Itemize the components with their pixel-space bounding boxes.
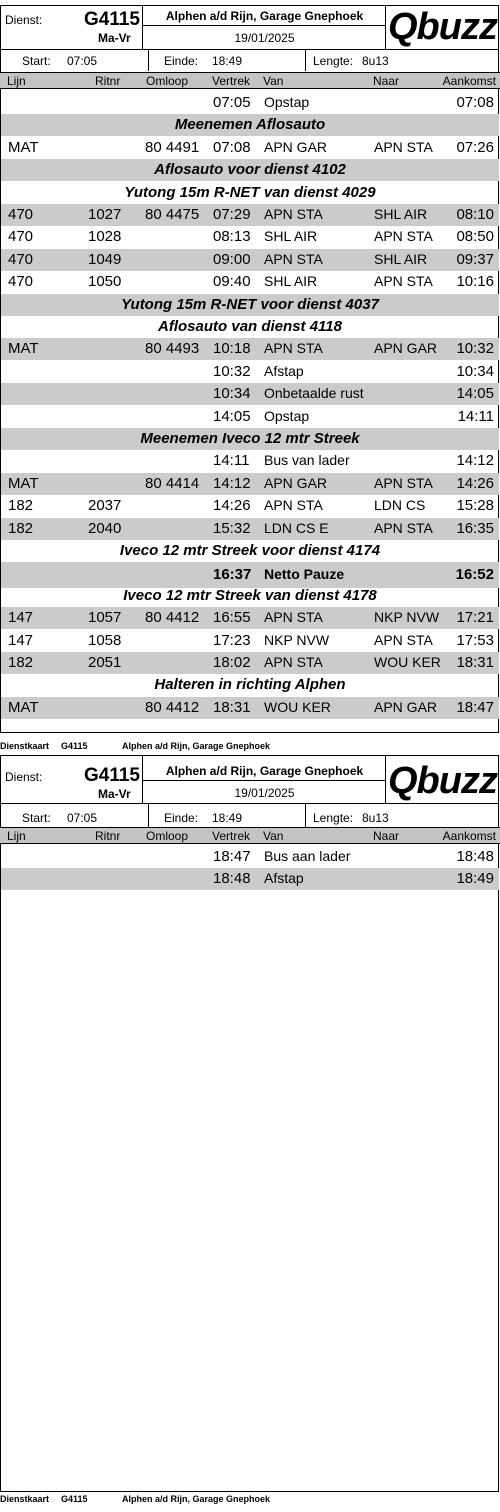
- cell-naar: LDN CS: [374, 497, 426, 514]
- cell-aankomst: 14:05: [456, 385, 494, 403]
- cell-ritnr: 1058: [88, 631, 122, 649]
- qbuzz-logo: Qbuzz: [388, 6, 497, 48]
- cell-lijn: MAT: [8, 698, 39, 716]
- cell-aankomst: 10:34: [456, 362, 494, 380]
- col-naar: Naar: [373, 829, 400, 843]
- section-title: Aflosauto van dienst 4118: [158, 318, 342, 335]
- cell-naar: APN STA: [374, 228, 433, 245]
- table-row: [1, 518, 499, 540]
- cell-van: Bus van lader: [264, 452, 350, 469]
- cell-van: APN STA: [264, 497, 323, 514]
- location-name: Alphen a/d Rijn, Garage Gnephoek: [165, 764, 364, 778]
- cell-vertrek: 14:26: [213, 497, 251, 515]
- col-omloop: Omloop: [146, 829, 189, 843]
- cell-naar: APN STA: [374, 273, 433, 290]
- cell-van: Opstap: [264, 94, 310, 110]
- footer-code: G4115: [61, 1494, 88, 1504]
- section-title: Meenemen Aflosauto: [174, 116, 326, 134]
- cell-aankomst: 18:49: [456, 870, 494, 888]
- cell-vertrek: 10:32: [213, 362, 251, 380]
- table-row: [1, 137, 499, 159]
- cell-ritnr: 1049: [88, 250, 122, 268]
- col-omloop: Omloop: [146, 74, 189, 88]
- cell-vertrek: 09:00: [213, 250, 251, 268]
- service-date: 19/01/2025: [234, 31, 295, 45]
- location-name: Alphen a/d Rijn, Garage Gnephoek: [165, 9, 364, 23]
- cell-omloop: 80 4491: [145, 138, 200, 156]
- cell-lijn: 147: [8, 609, 34, 627]
- col-van: Van: [263, 74, 284, 88]
- cell-naar: WOU KER: [374, 654, 441, 670]
- cell-aankomst: 10:16: [456, 273, 494, 291]
- table-row: [1, 249, 499, 271]
- cell-aankomst: 09:37: [456, 250, 494, 268]
- table-row: [1, 495, 499, 517]
- cell-vertrek: 10:34: [213, 385, 251, 403]
- table-row: [1, 697, 499, 719]
- col-lijn: Lijn: [7, 74, 26, 88]
- cell-vertrek: 16:37: [213, 566, 252, 584]
- cell-van: Opstap: [264, 407, 310, 424]
- cell-van: APN GAR: [264, 138, 328, 155]
- section-banner: [1, 316, 499, 338]
- table-row: [1, 450, 499, 472]
- table-row: [1, 846, 499, 868]
- footer-label: Dienstkaart: [0, 741, 50, 751]
- col-vertrek: Vertrek: [212, 74, 251, 88]
- dienstkaart-page-1: [0, 0, 500, 752]
- einde-time: 18:49: [212, 811, 243, 825]
- cell-van: APN GAR: [264, 474, 328, 491]
- start-time: 07:05: [67, 54, 98, 68]
- cell-naar: SHL AIR: [374, 250, 428, 267]
- cell-aankomst: 18:47: [456, 698, 494, 716]
- cell-van: Bus aan lader: [264, 848, 351, 864]
- footer-label: Dienstkaart: [0, 1494, 50, 1504]
- col-ritnr: Ritnr: [95, 829, 121, 843]
- dienst-code: G4115: [84, 765, 140, 786]
- section-title: Aflosauto voor dienst 4102: [154, 161, 346, 179]
- cell-van: SHL AIR: [264, 228, 318, 245]
- cell-aankomst: 14:11: [457, 407, 494, 425]
- cell-omloop: 80 4412: [145, 698, 200, 716]
- table-row: [1, 226, 499, 248]
- cell-van: APN STA: [264, 609, 323, 626]
- section-banner: [1, 114, 499, 136]
- cell-aankomst: 17:53: [456, 631, 494, 649]
- cell-van: Netto Pauze: [264, 566, 345, 583]
- section-banner: [1, 159, 499, 181]
- cell-vertrek: 15:32: [213, 519, 251, 537]
- cell-vertrek: 07:05: [213, 94, 251, 111]
- cell-van: APN STA: [264, 206, 323, 222]
- cell-aankomst: 08:10: [456, 206, 494, 223]
- cell-ritnr: 2040: [88, 519, 122, 537]
- einde-time: 18:49: [212, 54, 243, 68]
- cell-lijn: 470: [8, 250, 34, 268]
- cell-vertrek: 07:08: [213, 138, 251, 156]
- cell-omloop: 80 4414: [145, 474, 200, 492]
- cell-naar: APN STA: [374, 631, 433, 648]
- lengte-label: Lengte:: [313, 811, 354, 825]
- cell-van: SHL AIR: [264, 273, 318, 290]
- table-row: [1, 204, 499, 226]
- cell-vertrek: 07:29: [213, 206, 251, 223]
- table-row: [1, 338, 499, 360]
- lengte-label: Lengte:: [313, 54, 354, 68]
- section-title: Halteren in richting Alphen: [154, 676, 346, 694]
- cell-vertrek: 14:11: [213, 452, 250, 470]
- start-time: 07:05: [67, 811, 98, 825]
- table-row: [1, 473, 499, 495]
- table-row: [1, 271, 499, 293]
- table-row: [1, 868, 499, 890]
- service-date: 19/01/2025: [234, 786, 295, 800]
- cell-omloop: 80 4493: [145, 340, 200, 358]
- col-ritnr: Ritnr: [95, 74, 121, 88]
- cell-vertrek: 16:55: [213, 609, 251, 627]
- table-row: [1, 92, 499, 114]
- schedule-table-1: [0, 0, 500, 740]
- cell-omloop: 80 4475: [145, 206, 200, 223]
- dienst-days: Ma-Vr: [98, 31, 131, 45]
- cell-lijn: 470: [8, 273, 34, 291]
- cell-van: WOU KER: [264, 698, 331, 715]
- section-title: Iveco 12 mtr Streek van dienst 4178: [123, 586, 377, 604]
- page-footer-1: [0, 741, 500, 753]
- start-label: Start:: [22, 54, 51, 68]
- cell-vertrek: 14:05: [213, 407, 251, 425]
- cell-ritnr: 2037: [88, 497, 122, 515]
- dienst-code: G4115: [84, 9, 140, 30]
- cell-vertrek: 18:02: [213, 654, 251, 671]
- cell-aankomst: 08:50: [456, 228, 494, 246]
- cell-vertrek: 14:12: [213, 474, 251, 492]
- cell-van: APN STA: [264, 654, 323, 670]
- cell-naar: APN GAR: [374, 698, 438, 715]
- section-banner: [1, 674, 499, 696]
- cell-omloop: 80 4412: [145, 609, 200, 627]
- cell-van: APN STA: [264, 340, 323, 357]
- table-row: [1, 630, 499, 652]
- cell-naar: NKP NVW: [374, 609, 440, 626]
- table-row: [1, 383, 499, 405]
- cell-vertrek: 18:47: [213, 848, 251, 865]
- table-row: [1, 652, 499, 674]
- cell-van: APN STA: [264, 250, 323, 267]
- cell-ritnr: 1057: [88, 609, 122, 627]
- cell-van: LDN CS E: [264, 519, 329, 536]
- section-banner: [1, 428, 499, 450]
- cell-vertrek: 18:31: [213, 698, 251, 716]
- section-banner: [1, 182, 499, 204]
- cell-van: Afstap: [264, 870, 304, 887]
- cell-van: Afstap: [264, 362, 304, 379]
- footer-location: Alphen a/d Rijn, Garage Gnephoek: [122, 1494, 271, 1504]
- cell-naar: APN STA: [374, 474, 433, 491]
- section-banner: [1, 540, 499, 562]
- cell-ritnr: 1050: [88, 273, 122, 291]
- cell-aankomst: 16:52: [455, 566, 494, 584]
- dienst-days: Ma-Vr: [98, 787, 131, 801]
- cell-naar: APN STA: [374, 138, 433, 155]
- cell-lijn: 182: [8, 497, 34, 515]
- cell-ritnr: 1028: [88, 228, 122, 246]
- cell-lijn: 470: [8, 228, 34, 246]
- cell-aankomst: 18:31: [456, 654, 494, 671]
- qbuzz-logo: Qbuzz: [388, 760, 497, 802]
- section-title: Iveco 12 mtr Streek voor dienst 4174: [119, 542, 381, 559]
- cell-aankomst: 14:26: [456, 474, 494, 492]
- cell-vertrek: 10:18: [213, 340, 251, 358]
- cell-vertrek: 08:13: [213, 228, 251, 246]
- cell-aankomst: 07:26: [456, 138, 494, 156]
- cell-lijn: 182: [8, 519, 34, 537]
- cell-lijn: MAT: [8, 474, 39, 492]
- cell-van: Onbetaalde rust: [264, 385, 364, 402]
- section-title: Yutong 15m R-NET van dienst 4029: [124, 183, 376, 201]
- page-footer-2: [0, 1494, 500, 1506]
- dienstkaart-page-2: [0, 753, 500, 1512]
- cell-lijn: 470: [8, 206, 34, 223]
- cell-naar: APN STA: [374, 519, 433, 536]
- cell-van: NKP NVW: [264, 631, 330, 648]
- col-naar: Naar: [373, 74, 400, 88]
- lengte-value: 8u13: [362, 54, 389, 68]
- start-label: Start:: [22, 811, 51, 825]
- cell-naar: APN GAR: [374, 340, 438, 357]
- table-row: [1, 361, 499, 383]
- section-title: Yutong 15m R-NET voor dienst 4037: [121, 295, 379, 313]
- cell-lijn: MAT: [8, 340, 39, 358]
- section-title: Meenemen Iveco 12 mtr Streek: [140, 430, 360, 447]
- cell-aankomst: 10:32: [456, 340, 494, 358]
- cell-aankomst: 16:35: [456, 519, 494, 537]
- lengte-value: 8u13: [362, 811, 389, 825]
- section-banner: [1, 585, 499, 607]
- cell-lijn: 147: [8, 631, 34, 649]
- cell-aankomst: 17:21: [456, 609, 494, 627]
- dienst-label: Dienst:: [5, 13, 43, 27]
- cell-lijn: 182: [8, 654, 34, 671]
- cell-lijn: MAT: [8, 138, 39, 156]
- cell-vertrek: 18:48: [213, 870, 251, 888]
- footer-location: Alphen a/d Rijn, Garage Gnephoek: [122, 741, 271, 751]
- cell-ritnr: 2051: [88, 654, 122, 671]
- col-vertrek: Vertrek: [212, 829, 251, 843]
- footer-code: G4115: [61, 741, 88, 751]
- table-row: [1, 406, 499, 428]
- cell-aankomst: 15:28: [456, 497, 494, 515]
- cell-aankomst: 14:12: [456, 452, 494, 470]
- cell-vertrek: 17:23: [213, 631, 251, 649]
- section-banner: [1, 294, 499, 316]
- einde-label: Einde:: [164, 811, 199, 825]
- cell-aankomst: 18:48: [456, 848, 494, 865]
- cell-aankomst: 07:08: [456, 94, 494, 111]
- cell-ritnr: 1027: [88, 206, 122, 223]
- col-aankomst: Aankomst: [442, 74, 496, 88]
- col-lijn: Lijn: [7, 829, 26, 843]
- schedule-table-2: [0, 753, 500, 1493]
- cell-naar: SHL AIR: [374, 206, 428, 222]
- col-van: Van: [263, 829, 284, 843]
- col-aankomst: Aankomst: [442, 829, 496, 843]
- cell-vertrek: 09:40: [213, 273, 251, 291]
- table-row: [1, 607, 499, 629]
- dienst-label: Dienst:: [5, 770, 43, 784]
- einde-label: Einde:: [164, 54, 199, 68]
